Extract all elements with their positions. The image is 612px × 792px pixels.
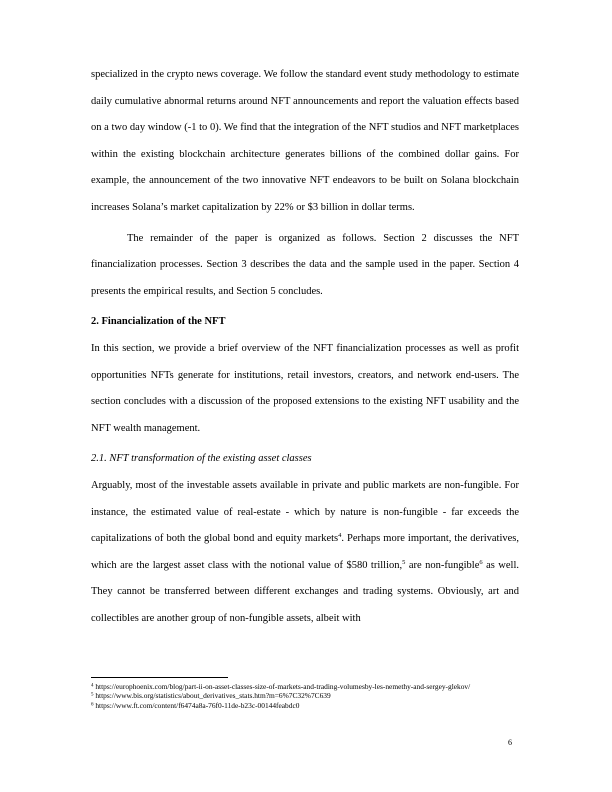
subsection-heading: 2.1. NFT transformation of the existing asset classes (91, 453, 312, 465)
footnote-link[interactable]: https://www.bis.org/statistics/about_derivatives_stats.htm?m=6%7C32%7C639 (93, 691, 331, 701)
footnote-ref[interactable]: 5 (402, 558, 406, 566)
footnote-ref[interactable]: 4 (338, 532, 342, 540)
footnote-ref[interactable]: 6 (479, 558, 483, 566)
paragraph-section-overview: In this section, we provide a brief overview of the NFT financialization processes as well as profit opportunities NFTs generate for institutions, retail investors, creators, and network end-users. The section concludes with a discussion of the proposed extensions to the existing NFT usability and the NFT wealth management. (91, 342, 519, 434)
footnote-divider (91, 677, 228, 678)
footnote: $^4$ https://europhoenix.com/blog/part-ii-on-asset-classes-size-of-markets-and-trading-volumesby-les-nemethy-and-sergey-glekov/ (91, 682, 471, 691)
footnote-link[interactable]: https://www.ft.com/content/f6474a8a-76f0-11de-b23c-00144feabdc0 (93, 700, 300, 710)
footnotes (91, 682, 521, 710)
paragraph-paper-outline: The remainder of the paper is organized as follows. Section 2 discusses the NFT financialization processes. Section 3 describes the data and the sample used in the paper. Section 4 presents the empirical results, and Section 5 concludes. (91, 232, 519, 297)
page-number: 6 (508, 738, 512, 747)
footnote: $^6$ https://www.ft.com/content/f6474a8a-76f0-11de-b23c-00144feabdc0 (91, 700, 300, 710)
body-text (91, 62, 519, 632)
footnote: $^5$ https://www.bis.org/statistics/about_derivatives_stats.htm?m=6%7C32%7C639 (91, 691, 331, 701)
footnote-link[interactable]: https://europhoenix.com/blog/part-ii-on-asset-classes-size-of-markets-and-trading-volumesby-les-nemethy-and-sergey-glekov/ (93, 682, 471, 691)
paragraph-intro-continued: specialized in the crypto news coverage. We follow the standard event study methodology to estimate daily cumulative abnormal returns around NFT announcements and report the valuation effects based on a two day window (-1 to 0). We find that the integration of the NFT studios and NFT marketplaces within the existing blockchain architecture generates billions of the combined dollar gains. For example, the announcement of the two innovative NFT endeavors to be built on Solana blockchain increases Solana’s market capitalization by 22% or $3 billion in dollar terms. (91, 69, 519, 213)
paragraph-asset-classes: Arguably, most of the investable assets available in private and public markets are non-fungible. For instance, the estimated value of real-estate - which by nature is non-fungible - far exceeds the capitalizations of both the global bond and equity markets$^4$. Perhaps more important, the derivatives, which are the largest asset class with the notional value of $580 trillion,$^5$ are non-fungible$^6$ as well. They cannot be transferred between different exchanges and trading systems. Obviously, art and collectibles are another group of non-fungible assets, albeit with (91, 479, 520, 624)
section-heading: 2. Financialization of the NFT (91, 316, 226, 328)
